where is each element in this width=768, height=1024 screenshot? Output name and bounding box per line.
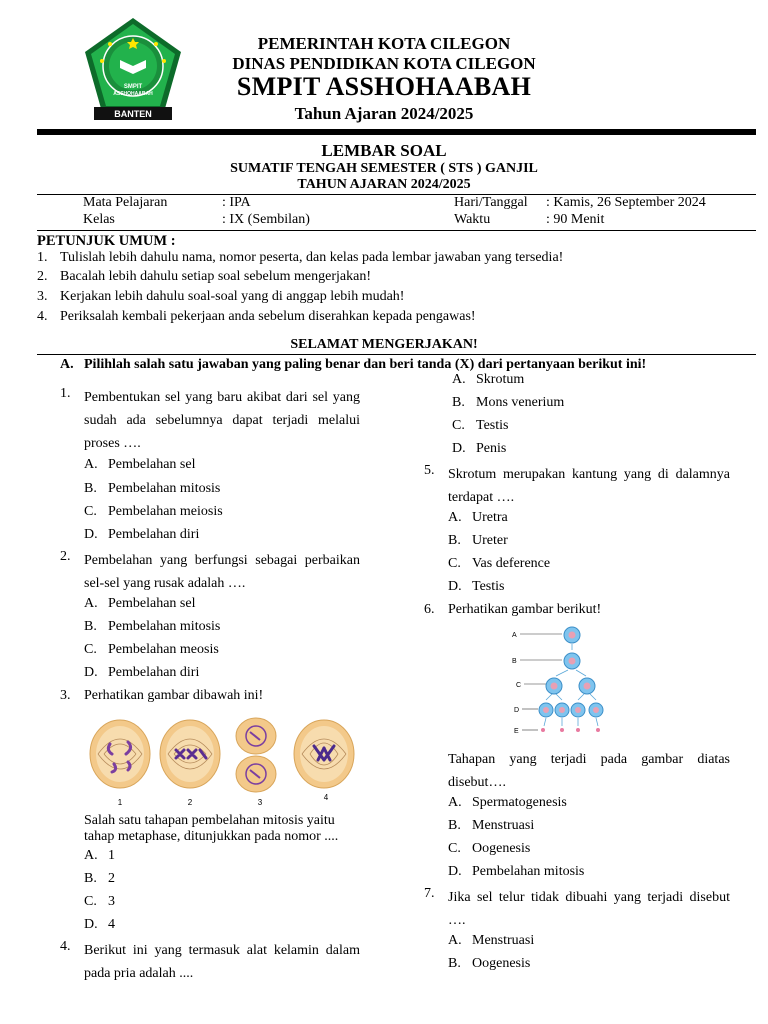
info-hari-value: : Kamis, 26 September 2024 xyxy=(546,195,706,210)
q2-option-c[interactable]: C. Pembelahan meosis xyxy=(84,642,219,657)
q1-option-d[interactable]: D. Pembelahan diri xyxy=(84,527,200,542)
instruction-4: Periksalah kembali pekerjaan anda sebelum diserahkan kepada pengawas! xyxy=(60,309,476,324)
q7-number: 7. xyxy=(424,886,435,901)
svg-text:E: E xyxy=(514,728,519,735)
q3-option-a[interactable]: A. 1 xyxy=(84,848,115,863)
q2-option-a[interactable]: A. Pembelahan sel xyxy=(84,596,196,611)
q5-option-b[interactable]: B. Ureter xyxy=(448,533,508,548)
instruction-2-num: 2. xyxy=(37,269,48,284)
instruction-3-num: 3. xyxy=(37,289,48,304)
q7-text: Jika sel telur tidak dibuahi yang terjadi disebut …. xyxy=(448,890,730,928)
instruction-4-num: 4. xyxy=(37,309,48,324)
q6-option-a[interactable]: A. Spermatogenesis xyxy=(448,795,567,810)
q3-option-c[interactable]: C. 3 xyxy=(84,894,115,909)
q4-option-c[interactable]: C. Testis xyxy=(452,418,509,433)
instruction-3: Kerjakan lebih dahulu soal-soal yang di anggap lebih mudah! xyxy=(60,289,405,304)
q5-text: Skrotum merupakan kantung yang di dalamnya terdapat …. xyxy=(448,467,730,505)
greeting: SELAMAT MENGERJAKAN! xyxy=(290,337,478,352)
info-bottom-line xyxy=(37,230,756,231)
q4-number: 4. xyxy=(60,939,71,954)
mitosis-image xyxy=(84,716,360,808)
svg-text:A: A xyxy=(512,632,517,639)
svg-text:4: 4 xyxy=(323,793,329,802)
header-line2: DINAS PENDIDIKAN KOTA CILEGON xyxy=(232,54,536,73)
section-a-instruction: Pilihlah salah satu jawaban yang paling benar dan beri tanda (X) dari pertanyaan berikut ini! xyxy=(84,357,647,372)
section-divider xyxy=(37,354,756,355)
svg-text:D: D xyxy=(514,707,520,714)
q3-text: Perhatikan gambar dibawah ini! xyxy=(84,688,264,703)
info-waktu-value: : 90 Menit xyxy=(546,212,605,227)
school-logo xyxy=(82,16,184,122)
q4-text: Berikut ini yang termasuk alat kelamin dalam pada pria adalah .... xyxy=(84,943,360,981)
q1-option-a[interactable]: A. Pembelahan sel xyxy=(84,457,196,472)
q3-number: 3. xyxy=(60,688,71,703)
info-mapel-label: Mata Pelajaran xyxy=(83,195,168,210)
q4-option-a[interactable]: A. Skrotum xyxy=(452,372,525,387)
q6-option-b[interactable]: B. Menstruasi xyxy=(448,818,535,833)
svg-text:3: 3 xyxy=(257,798,263,807)
q4-option-b[interactable]: B. Mons venerium xyxy=(452,395,565,410)
q2-text: Pembelahan yang berfungsi sebagai perbaikan sel-sel yang rusak adalah …. xyxy=(84,553,360,591)
q2-option-d[interactable]: D. Pembelahan diri xyxy=(84,665,200,680)
school-year: Tahun Ajaran 2024/2025 xyxy=(294,104,474,123)
q1-text: Pembentukan sel yang baru akibat dari sel yang sudah ada sebelumnya dapat terjadi melalui proses …. xyxy=(84,390,360,451)
q1-option-b[interactable]: B. Pembelahan mitosis xyxy=(84,481,221,496)
q6-number: 6. xyxy=(424,602,435,617)
page-title: LEMBAR SOAL xyxy=(321,141,447,160)
svg-text:SMPIT: SMPIT xyxy=(123,84,143,90)
info-kelas-value: : IX (Sembilan) xyxy=(222,212,310,227)
svg-text:1: 1 xyxy=(117,798,123,807)
info-waktu-label: Waktu xyxy=(454,212,491,227)
q2-option-b[interactable]: B. Pembelahan mitosis xyxy=(84,619,221,634)
q5-option-a[interactable]: A. Uretra xyxy=(448,510,508,525)
q5-option-c[interactable]: C. Vas deference xyxy=(448,556,551,571)
oogenesis-image xyxy=(510,624,610,740)
q4-option-d[interactable]: D. Penis xyxy=(452,441,507,456)
instructions-heading: PETUNJUK UMUM : xyxy=(37,233,176,249)
instruction-1-num: 1. xyxy=(37,250,48,265)
q7-option-a[interactable]: A. Menstruasi xyxy=(448,933,535,948)
q7-option-b[interactable]: B. Oogenesis xyxy=(448,956,531,971)
svg-text:2: 2 xyxy=(187,798,193,807)
svg-text:BANTEN: BANTEN xyxy=(114,109,152,119)
q6-text: Perhatikan gambar berikut! xyxy=(448,602,602,617)
q1-number: 1. xyxy=(60,386,71,401)
q6-option-c[interactable]: C. Oogenesis xyxy=(448,841,531,856)
svg-text:ASSHOHAABAH: ASSHOHAABAH xyxy=(113,91,153,97)
instruction-2: Bacalah lebih dahulu setiap soal sebelum mengerjakan! xyxy=(60,269,372,284)
q3-question: Salah satu tahapan pembelahan mitosis yaitu tahap metaphase, ditunjukkan pada nomor .... xyxy=(84,813,339,844)
school-name: SMPIT ASSHOHAABAH xyxy=(236,72,532,101)
section-a-letter: A. xyxy=(60,357,74,372)
info-kelas-label: Kelas xyxy=(83,212,115,227)
info-hari-label: Hari/Tanggal xyxy=(454,195,528,210)
q6-option-d[interactable]: D. Pembelahan mitosis xyxy=(448,864,585,879)
q5-number: 5. xyxy=(424,463,435,478)
header-line1: PEMERINTAH KOTA CILEGON xyxy=(257,34,511,53)
svg-text:B: B xyxy=(512,658,517,665)
info-mapel-value: : IPA xyxy=(222,195,251,210)
page-subtitle-2: TAHUN AJARAN 2024/2025 xyxy=(297,177,471,192)
page-subtitle-1: SUMATIF TENGAH SEMESTER ( STS ) GANJIL xyxy=(230,161,538,176)
q3-option-d[interactable]: D. 4 xyxy=(84,917,115,932)
q6-question: Tahapan yang terjadi pada gambar diatas disebut…. xyxy=(448,752,730,790)
q2-number: 2. xyxy=(60,549,71,564)
instruction-1: Tulislah lebih dahulu nama, nomor peserta, dan kelas pada lembar jawaban yang tersedia! xyxy=(60,250,564,265)
q1-option-c[interactable]: C. Pembelahan meiosis xyxy=(84,504,223,519)
svg-text:C: C xyxy=(516,682,522,689)
header-divider xyxy=(37,129,756,135)
q3-option-b[interactable]: B. 2 xyxy=(84,871,115,886)
q5-option-d[interactable]: D. Testis xyxy=(448,579,505,594)
